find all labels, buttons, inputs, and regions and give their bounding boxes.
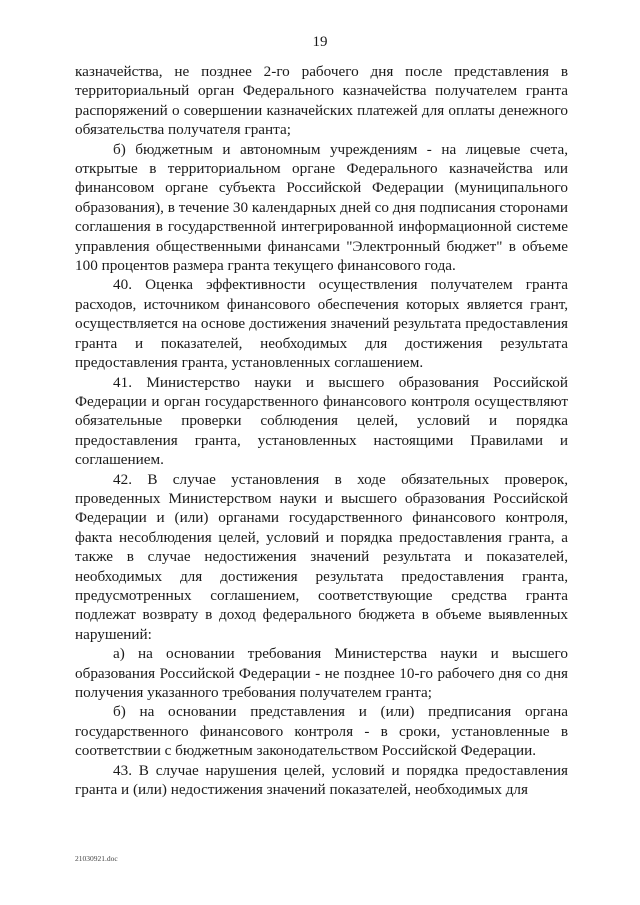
paragraph-41: 41. Министерство науки и высшего образования Российской Федерации и орган государственного финансового контроля осуществляют обязательные проверки соблюдения целей, условий и порядка предоставления гранта, установленных настоящими Правилами и соглашением. <box>75 373 568 469</box>
paragraph-40: 40. Оценка эффективности осуществления получателем гранта расходов, источником финансового обеспечения которых является грант, осуществляется на основе достижения значений результата предоставления гранта и показателей, необходимых для достижения результата предоставления гранта, установленных соглашением. <box>75 276 568 372</box>
page-number: 19 <box>312 34 328 50</box>
paragraph-42: 42. В случае установления в ходе обязательных проверок, проведенных Министерством науки и высшего образования Российской Федерации и (или) органами государственного финансового контроля, факта несоблюдения целей, условий и порядка предоставления гранта, а также в случае недостижения значений результата и показателей, необходимых для достижения результата предоставления гранта, предусмотренных соглашением, соответствующие средства гранта подлежат возврату в доход федерального бюджета в объеме выявленных нарушений: <box>75 470 568 643</box>
paragraph-39b: б) бюджетным и автономным учреждениям - на лицевые счета, открытые в территориальном органе Федерального казначейства или финансовом органе субъекта Российской Федерации (муниципального образования), в течение 30 календарных дней со дня подписания сторонами соглашения в государственной интегрированной информационной системе управления общественными финансами "Электронный бюджет" в объеме 100 процентов размера гранта текущего финансового года. <box>75 140 568 275</box>
paragraph-continuation: казначейства, не позднее 2-го рабочего дня после представления в территориальный орган Федерального казначейства получателем гранта распоряжений о совершении казначейских платежей для оплаты денежного обязательства получателя гранта; <box>75 63 568 139</box>
footer-filename: 21030921.doc <box>75 854 118 863</box>
paragraph-43: 43. В случае нарушения целей, условий и порядка предоставления гранта и (или) недостижения значений показателей, необходимых для <box>75 761 568 799</box>
paragraph-42a: а) на основании требования Министерства науки и высшего образования Российской Федерации - не позднее 10-го рабочего дня со дня получения указанного требования получателем гранта; <box>75 645 568 701</box>
paragraph-42b: б) на основании представления и (или) предписания органа государственного финансового контроля - в сроки, установленные в соответствии с бюджетным законодательством Российской Федерации. <box>75 703 568 760</box>
document-body <box>75 62 568 799</box>
